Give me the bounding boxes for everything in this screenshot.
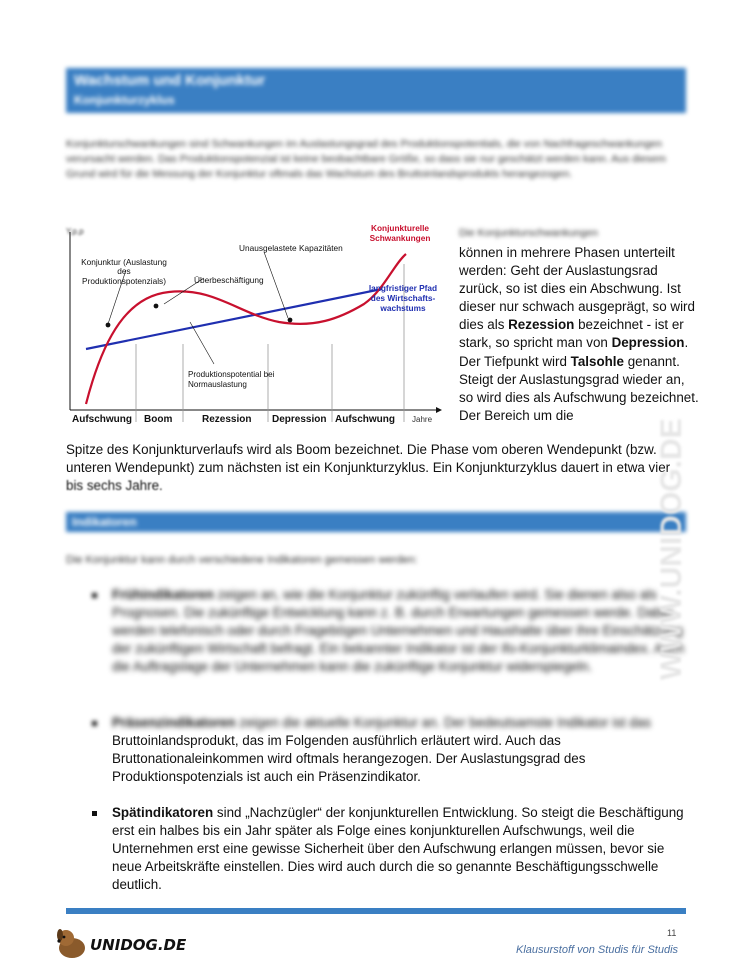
footer-tagline: Klausurstoff von Studis für Studis <box>516 944 679 956</box>
label-kapazitaeten: Unausgelastete Kapazitäten <box>239 243 343 253</box>
bullet-marker-2 <box>92 721 97 726</box>
bullet-spaetindikatoren <box>112 804 692 894</box>
phase-aufschwung-2: Aufschwung <box>335 414 395 425</box>
label-potential: Produktionspotential bei Normauslastung <box>188 370 275 389</box>
continuation-last-line: bis sechs Jahre. <box>66 478 163 494</box>
praesenz-blurred-text: zeigen die aktuelle Konjunktur an. Der bedeutsamste Indikator ist das <box>235 715 651 730</box>
watermark: WWW.UNIDOG.DE <box>655 418 688 680</box>
side-term-rezession: Rezession <box>508 317 575 333</box>
bullet-fruehindikatoren <box>112 586 692 676</box>
term-fruehindikatoren: Frühindikatoren <box>112 587 214 602</box>
phase-aufschwung-1: Aufschwung <box>72 414 132 425</box>
bullet-marker-3 <box>92 811 97 816</box>
label-schwankungen: Konjunkturelle Schwankungen <box>369 224 431 243</box>
indicators-intro: Die Konjunktur kann durch verschiedene Indikatoren gemessen werden: <box>66 554 418 566</box>
title-bar <box>66 68 686 113</box>
x-axis-arrow <box>436 407 442 413</box>
page-title: Wachstum und Konjunktur <box>74 72 266 89</box>
y-axis-label: Y,p,p <box>66 227 84 236</box>
bullet-praesenzindikatoren <box>112 714 692 786</box>
unidog-logo <box>52 926 187 960</box>
section-title: Indikatoren <box>72 515 137 529</box>
side-text-1: können in mehrere Phasen unterteilt werden: Geht der Auslastungsrad zurück, so ist dies ein Abschwung. Ist dieser nur schwach ausgeprägt, so wird dies als <box>459 245 695 333</box>
point-kapazitaeten <box>288 318 293 323</box>
term-spaetindikatoren: Spätindikatoren <box>112 805 214 820</box>
text-praesenzindikatoren: Bruttoinlandsprodukt, das im Folgenden ausführlich erläutert wird. Auch das Bruttonationaleinkommen wird oftmals herangezogen. Der Auslastungsgrad des Produktionspotenzials ist auch ein Präsenzindikator. <box>112 733 586 785</box>
phase-rezession: Rezession <box>202 414 252 425</box>
footer-line <box>66 908 686 914</box>
dog-icon <box>52 926 92 960</box>
term-praesenzindikatoren: Präsenzindikatoren <box>112 715 236 730</box>
continuation-paragraph <box>66 441 691 495</box>
business-cycle-figure <box>64 224 446 426</box>
label-pfad: langfristiger Pfad des Wirtschafts-wachstums <box>368 284 438 313</box>
phase-depression: Depression <box>272 414 327 425</box>
phase-boom: Boom <box>144 414 173 425</box>
continuation-text: Spitze des Konjunkturverlaufs wird als Boom bezeichnet. Die Phase vom oberen Wendepunkt (bzw. unteren Wendepunkt) zum nächsten ist ein Konjunkturzyklus. Ein Konjunkturzyklus dauert in etwa vier <box>66 442 671 476</box>
page-number: 11 <box>667 928 677 938</box>
page-subtitle: Konjunkturzyklus <box>74 93 175 107</box>
side-text-4: genannt. Steigt der Auslastungsgrad wieder an, so wird dies als Aufschwung bezeichnet. Der Bereich um die <box>459 353 699 423</box>
x-axis-label: Jahre <box>412 415 433 424</box>
text-fruehindikatoren: zeigen an, wie die Konjunktur zukünftig verlaufen wird. Sie dienen also als Prognosen. Die zukünftige Entwicklung kann z. B. durch Erwartungen gemessen werde. Dabei werden telefonisch oder durch Fragebögen Unternehmen und Haushalte über ihre Einschätzung der zukünftigen Wirtschaft befragt. Ein bekannter Indikator ist der ifo-Konjunkturklimaindex. Auch die Auftragslage der Unternehmen kann die zukünftige Konjunktur widerspiegeln. <box>112 587 685 675</box>
side-first-line: Die Konjunkturschwankungen <box>459 227 598 239</box>
side-term-talsohle: Talsohle <box>570 353 624 369</box>
label-ueberbeschaeftigung: Überbeschäftigung <box>194 275 264 285</box>
intro-paragraph: Konjunkturschwankungen sind Schwankungen im Auslastungsgrad des Produktionspotentials, die von Nachfrageschwankungen verursacht werden. Das Produktionspotenzial ist keine beobachtbare Größe, so dass sie nur geschätzt werden kann. Aus diesem Grund wird für die Messung der Konjunktur oftmals das Wachstum des Bruttoinlandsprodukts herangezogen. <box>66 138 666 180</box>
bullet-marker-1 <box>92 593 97 598</box>
point-ueberbeschaeftigung <box>154 304 159 309</box>
side-text-2: bezeichnet - ist er stark, so spricht man von <box>459 317 684 351</box>
side-term-depression: Depression <box>611 335 685 351</box>
side-text-3: . Der Tiefpunkt wird <box>459 335 689 369</box>
logo-text: UNIDOG.DE <box>90 936 187 954</box>
business-cycle-svg <box>64 224 446 426</box>
praesenz-blurred-line <box>112 714 651 732</box>
trend-line <box>86 289 382 349</box>
text-spaetindikatoren: sind „Nachzügler“ der konjunkturellen Entwicklung. So steigt die Beschäftigung erst ein halbes bis ein Jahr später als Folge eines konjunkturellen Aufschwungs, weil die Unternehmen erst eine gewisse Sicherheit über den Aufschwung erlangen müssen, bevor sie neue Arbeitskräfte einstellen. Dies wird auch durch die so genannte Beschäftigungsschwelle deutlich. <box>112 805 684 893</box>
label-konjunktur: Konjunktur (Auslastung des Produktionspotenzials) <box>81 258 167 286</box>
section-bar-indikatoren <box>66 512 686 532</box>
